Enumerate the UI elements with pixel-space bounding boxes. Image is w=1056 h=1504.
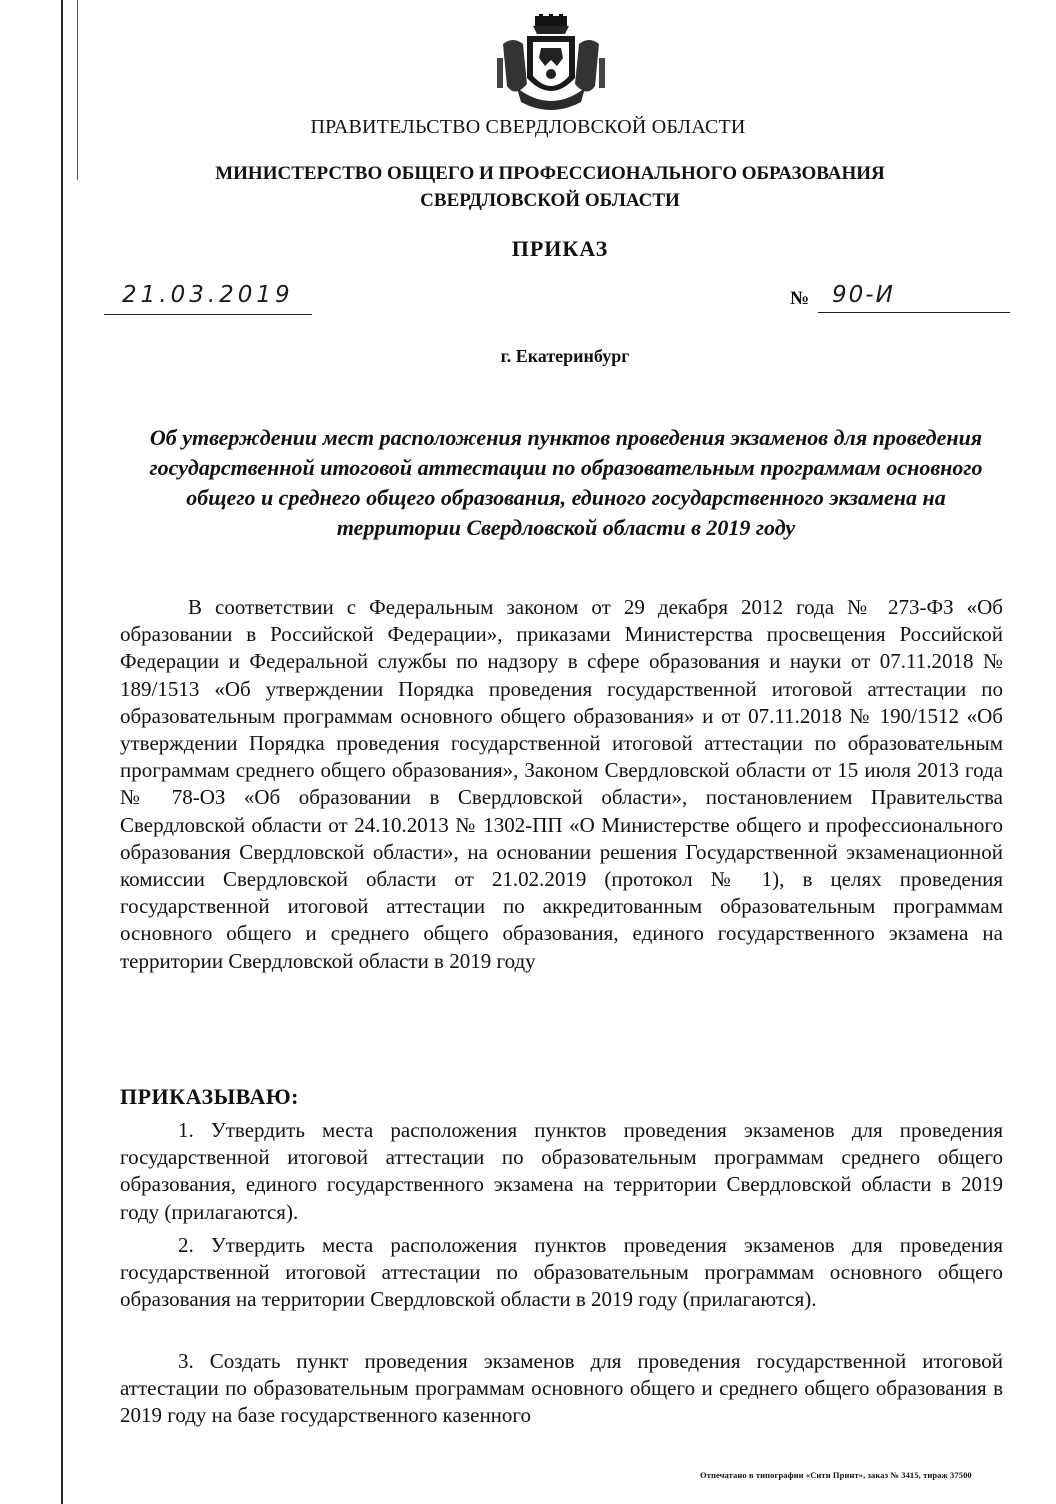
scan-edge-line <box>61 0 63 1504</box>
number-sign: № <box>790 288 810 309</box>
scan-edge-line-secondary <box>77 0 78 180</box>
print-note: Отпечатано в типографии «Сити Принт», заказ № 3415, тираж 37500 <box>700 1470 972 1480</box>
item-1-paragraph <box>120 1117 1003 1226</box>
item-2-paragraph <box>120 1232 1003 1314</box>
ministry-name <box>0 160 1056 214</box>
number-underline <box>818 312 1010 313</box>
preamble-paragraph <box>120 594 1003 975</box>
government-name: ПРАВИТЕЛЬСТВО СВЕРДЛОВСКОЙ ОБЛАСТИ <box>310 116 746 138</box>
preamble-text: В соответствии с Федеральным законом от 29 декабря 2012 года № 273-ФЗ «Об образовании в Российской Федерации», приказами Министерства просвещения Российской Федерации и Федеральной службы по надзору в сфере образования и науки от 07.11.2018 № 189/1513 «Об утверждении Порядка проведения государственной итоговой аттестации по образовательным программам основного общего образования» и от 07.11.2018 № 190/1512 «Об утверждении Порядка проведения государственной итоговой аттестации по образовательным программам среднего общего образования», Законом Свердловской области от 15 июля 2013 года № 78-ОЗ «Об образовании в Свердловской области», постановлением Правительства Свердловской области от 24.10.2013 № 1302-ПП «О Министерстве общего и профессионального образования Свердловской области», на основании решения Государственной экзаменационной комиссии Свердловской области от 21.02.2019 (протокол № 1), в целях проведения государственной итоговой аттестации по аккредитованным образовательным программам основного общего и среднего общего образования, единого государственного экзамена на территории Свердловской области в 2019 году <box>120 595 1003 973</box>
document-title: Об утверждении мест расположения пунктов проведения экзаменов для проведения государственной итоговой аттестации по образовательным программам основного общего и среднего общего образования, единого государственного экзамена на территории Свердловской области в 2019 году <box>149 425 983 540</box>
ministry-name-line1: МИНИСТЕРСТВО ОБЩЕГО И ПРОФЕССИОНАЛЬНОГО ОБРАЗОВАНИЯ <box>215 163 885 184</box>
coat-of-arms-icon <box>493 14 609 114</box>
city: г. Екатеринбург <box>500 346 630 366</box>
handwritten-number: 90-И <box>832 282 895 308</box>
item-2-text: 2. Утвердить места расположения пунктов проведения экзаменов для проведения государственной итоговой аттестации по образовательным программам основного общего образования на территории Свердловской области в 2019 году (прилагаются). <box>120 1233 1003 1312</box>
ministry-name-line2: СВЕРДЛОВСКОЙ ОБЛАСТИ <box>420 190 680 211</box>
document-type: ПРИКАЗ <box>511 236 609 261</box>
decree-word: ПРИКАЗЫВАЮ: <box>120 1084 299 1109</box>
number-field <box>790 282 1010 314</box>
item-3-paragraph <box>120 1348 1003 1430</box>
date-field <box>104 282 312 315</box>
item-1-text: 1. Утвердить места расположения пунктов проведения экзаменов для проведения государственной итоговой аттестации по образовательным программам среднего общего образования, единого государственного экзамена на территории Свердловской области в 2019 году (прилагаются). <box>120 1118 1003 1224</box>
handwritten-date: 21.03.2019 <box>122 282 294 308</box>
item-3-text: 3. Создать пункт проведения экзаменов для проведения государственной итоговой аттестации по образовательным программам основного общего и среднего общего образования в 2019 году на базе государственного казенного <box>120 1349 1003 1428</box>
